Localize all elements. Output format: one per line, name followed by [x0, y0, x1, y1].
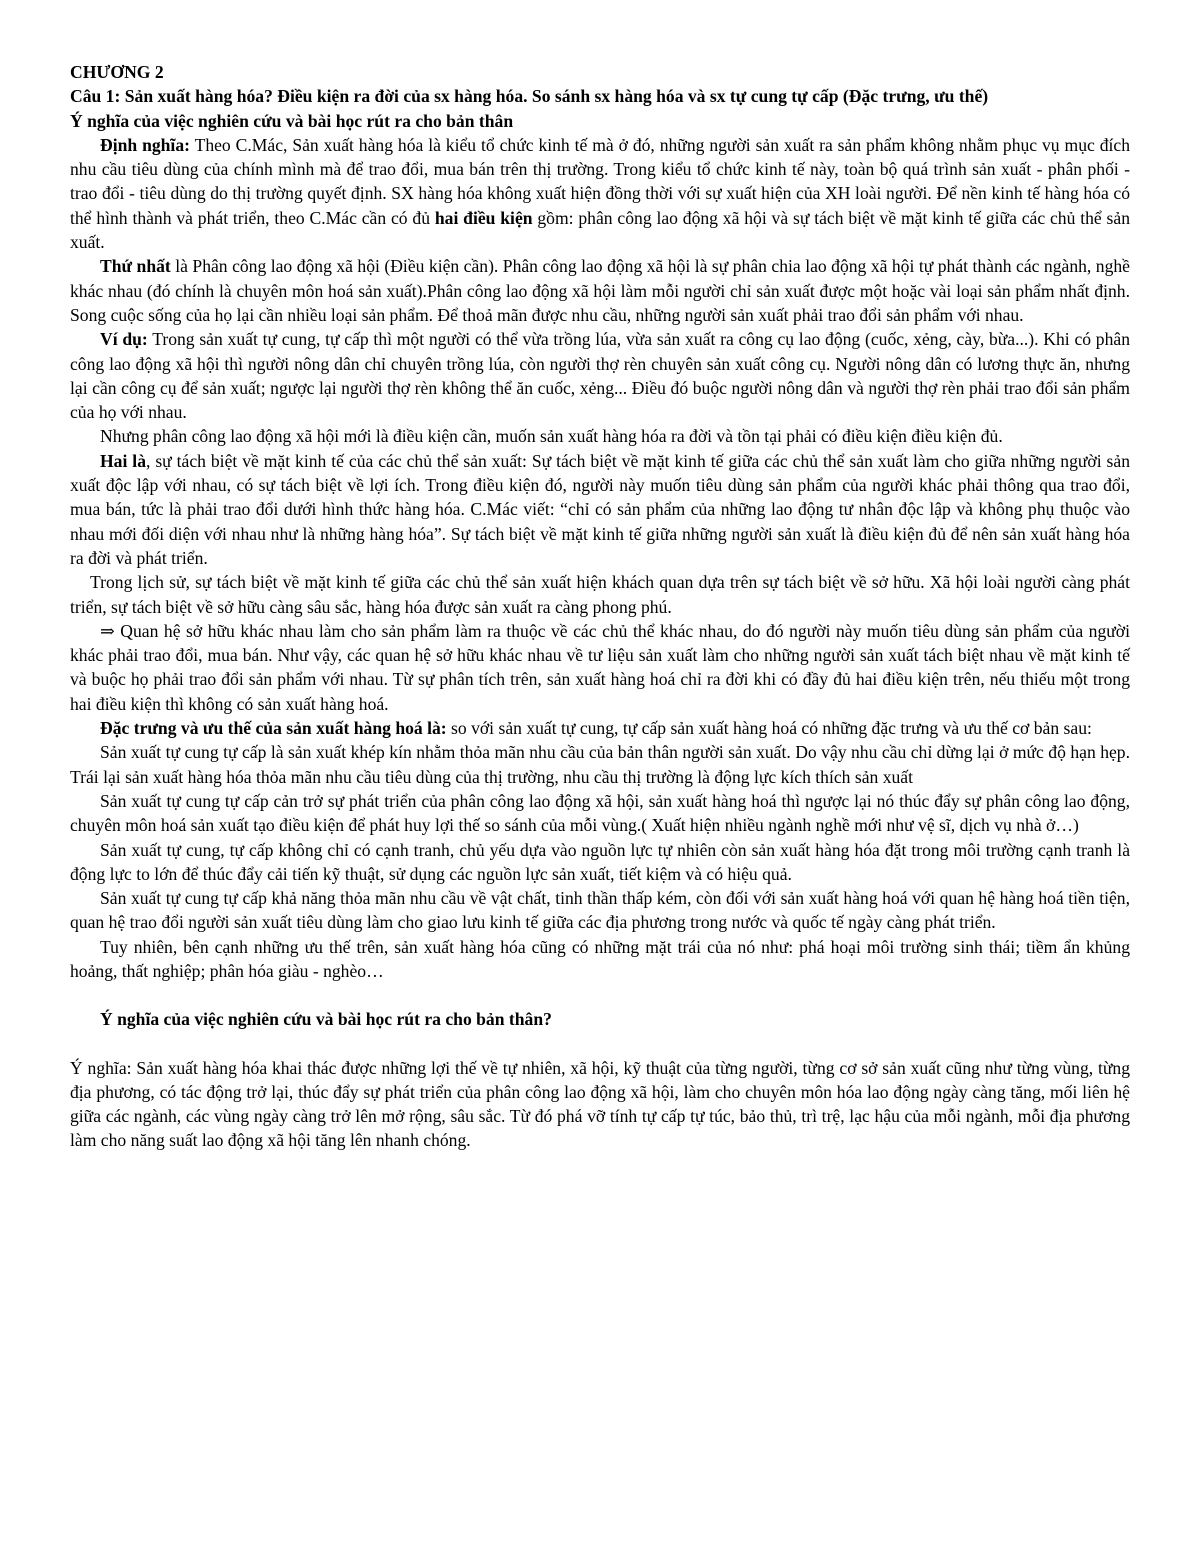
example-paragraph — [70, 327, 1130, 424]
second-condition-text: , sự tách biệt về mặt kinh tế của các chủ thể sản xuất: Sự tách biệt về mặt kinh tế giữa các chủ thể sản xuất làm cho giữa những người sản xuất độc lập với nhau, có sự tách biệt về lợi ích. Trong điều kiện đó, người này muốn tiêu dùng sản phẩm của người khác phải thông qua trao đổi, mua bán, tức là phải trao đổi dưới hình thức hàng hóa. C.Mác viết: “chỉ có sản phẩm của những lao động tư nhân độc lập và không phụ thuộc vào nhau mới đối diện với nhau như là những hàng hóa”. Sự tách biệt về mặt kinh tế giữa những người sản xuất là điều kiện đủ để nên sản xuất hàng hóa ra đời và phát triển. — [70, 450, 1130, 568]
meaning-heading: Ý nghĩa của việc nghiên cứu và bài học rút ra cho bản thân? — [100, 1009, 552, 1030]
second-condition-paragraph — [70, 449, 1130, 570]
first-condition-paragraph — [70, 254, 1130, 327]
definition-bold-conditions: hai điều kiện — [434, 207, 533, 228]
definition-text-1: Theo C.Mác, Sản xuất hàng hóa là kiểu tổ chức kinh tế mà ở đó, những người sản xuất ra sản phẩm không nhằm phục vụ mục đích nhu cầu tiêu dùng của chính mình mà để trao đổi, mua bán trên thị trường. Trong kiểu tổ chức kinh tế này, toàn bộ quá trình sản xuất - phân phối - trao đổi - tiêu dùng do thị trường quyết định. SX hàng hóa không xuất hiện đồng thời với sự xuất hiện của XH loài người. Để nền kinh tế hàng hóa có thể hình thành và phát triển, theo C.Mác cần có đủ — [70, 134, 1130, 228]
definition-paragraph — [70, 133, 1130, 254]
feature-paragraph-5: Tuy nhiên, bên cạnh những ưu thế trên, sản xuất hàng hóa cũng có những mặt trái của nó như: phá hoại môi trường sinh thái; tiềm ẩn khủng hoảng, thất nghiệp; phân hóa giàu - nghèo… — [70, 936, 1130, 981]
features-label: Đặc trưng và ưu thế của sản xuất hàng hoá là: — [100, 718, 447, 739]
example-label: Ví dụ: — [100, 329, 148, 350]
chapter-heading: CHƯƠNG 2 — [70, 62, 164, 82]
first-condition-text: là Phân công lao động xã hội (Điều kiện cần). Phân công lao động xã hội là sự phân chia lao động xã hội tự phát thành các ngành, nghề khác nhau (đó chính là chuyên môn hoá sản xuất).Phân công lao động xã hội làm mỗi người chỉ sản xuất được một hoặc vài loại sản phẩm nhất định. Song cuộc sống của họ lại cần nhiều loại sản phẩm. Để thoả mãn được nhu cầu, những người sản xuất phải trao đổi sản phẩm với nhau. — [70, 256, 1130, 325]
feature-paragraph-1: Sản xuất tự cung tự cấp là sản xuất khép kín nhằm thỏa mãn nhu cầu của bản thân người sản xuất. Do vậy nhu cầu chỉ dừng lại ở mức độ hạn hẹp. Trái lại sản xuất hàng hóa thỏa mãn nhu cầu tiêu dùng của thị trường, nhu cầu thị trường là động lực kích thích sản xuất — [70, 742, 1130, 787]
definition-label: Định nghĩa: — [100, 134, 190, 155]
but-paragraph: Nhưng phân công lao động xã hội mới là điều kiện cần, muốn sản xuất hàng hóa ra đời và tồn tại phải có điều kiện điều kiện đủ. — [100, 426, 1003, 447]
feature-paragraph-2: Sản xuất tự cung tự cấp cản trở sự phát triển của phân công lao động xã hội, sản xuất hàng hoá thì ngược lại nó thúc đẩy sự phân công lao động, chuyên môn hoá sản xuất tạo điều kiện để phát huy lợi thế so sánh của mỗi vùng.( Xuất hiện nhiều ngành nghề mới như vệ sĩ, dịch vụ nhà ở…) — [70, 790, 1130, 836]
features-text: so với sản xuất tự cung, tự cấp sản xuất hàng hoá có những đặc trưng và ưu thế cơ bản sau: — [446, 718, 1092, 739]
example-text: Trong sản xuất tự cung, tự cấp thì một người có thể vừa trồng lúa, vừa sản xuất ra công cụ lao động (cuốc, xẻng, cày, bừa...). Khi có phân công lao động xã hội thì người nông dân chỉ chuyên trồng lúa, còn người thợ rèn chuyên sản xuất công cụ. Người nông dân có lương thực ăn, nhưng lại cần công cụ để sản xuất; ngược lại người thợ rèn không thể ăn cuốc, xẻng... Điều đó buộc người nông dân và người thợ rèn phải trao đổi sản phẩm của họ với nhau. — [70, 329, 1130, 423]
feature-paragraph-4: Sản xuất tự cung tự cấp khả năng thỏa mãn nhu cầu về vật chất, tinh thần thấp kém, còn đối với sản xuất hàng hoá với quan hệ hàng hoá tiền tiện, quan hệ trao đổi người sản xuất tiêu dùng làm cho giao lưu kinh tế giữa các địa phương trong nước và quốc tế ngày càng phát triển. — [70, 888, 1130, 933]
question-title: Câu 1: Sản xuất hàng hóa? Điều kiện ra đời của sx hàng hóa. So sánh sx hàng hóa và sx tự cung tự cấp (Đặc trưng, ưu thế) — [70, 86, 989, 107]
first-condition-label: Thứ nhất — [100, 256, 171, 277]
conclusion-paragraph: ⇒ Quan hệ sở hữu khác nhau làm cho sản phẩm làm ra thuộc về các chủ thể khác nhau, do đó người này muốn tiêu dùng sản phẩm của người khác phải trao đổi, mua bán. Như vậy, các quan hệ sở hữu khác nhau về tư liệu sản xuất làm cho những người sản xuất tách biệt nhau về mặt kinh tế và buộc họ phải trao đổi sản phẩm với nhau. Từ sự phân tích trên, sản xuất hàng hoá chỉ ra đời khi có đầy đủ hai điều kiện trên, nếu thiếu một trong hai điều kiện thì không có sản xuất hàng hoá. — [70, 620, 1130, 714]
features-paragraph — [70, 716, 1130, 740]
spacer — [70, 1032, 1130, 1056]
spacer — [70, 983, 1130, 1007]
history-paragraph: Trong lịch sử, sự tách biệt về mặt kinh tế giữa các chủ thể sản xuất hiện khách quan dựa trên sự tách biệt về sở hữu. Xã hội loài người càng phát triển, sự tách biệt về sở hữu càng sâu sắc, hàng hóa được sản xuất ra càng phong phú. — [70, 572, 1130, 617]
meaning-paragraph: Ý nghĩa: Sản xuất hàng hóa khai thác được những lợi thế về tự nhiên, xã hội, kỹ thuật của từng người, từng cơ sở sản xuất cũng như từng vùng, từng địa phương, có tác động trở lại, thúc đẩy sự phát triển của phân công lao động xã hội, làm cho chuyên môn hóa lao động ngày càng tăng, mối liên hệ giữa các ngành, các vùng ngày càng trở lên mở rộng, sâu sắc. Từ đó phá vỡ tính tự cấp tự túc, bảo thủ, trì trệ, lạc hậu của mỗi ngành, mỗi địa phương làm cho năng suất lao động xã hội tăng lên nhanh chóng. — [70, 1057, 1130, 1151]
feature-paragraph-3: Sản xuất tự cung, tự cấp không chỉ có cạnh tranh, chủ yếu dựa vào nguồn lực tự nhiên còn sản xuất hàng hóa đặt trong môi trường cạnh tranh là động lực to lớn để thúc đẩy cải tiến kỹ thuật, sử dụng các nguồn lực sản xuất, tiết kiệm và có hiệu quả. — [70, 839, 1130, 884]
definition-text-2: gồm: phân công lao động xã hội và sự tách biệt về mặt kinh tế giữa các chủ thể sản xuất. — [70, 207, 1130, 253]
second-condition-label: Hai là — [100, 450, 146, 471]
question-subtitle: Ý nghĩa của việc nghiên cứu và bài học rút ra cho bản thân — [70, 110, 514, 131]
